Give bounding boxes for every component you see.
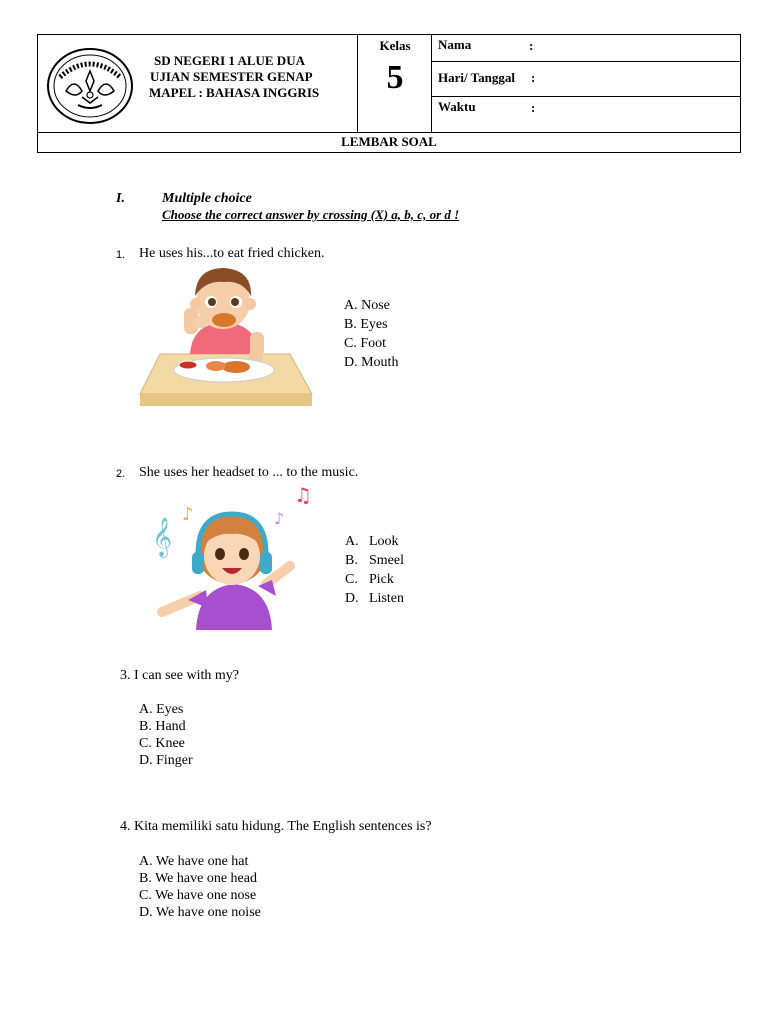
girl-listening-music-illustration: [148, 484, 320, 630]
svg-text:♫: ♫: [294, 484, 312, 507]
boy-eating-chicken-illustration: [138, 262, 314, 408]
question-3-option-d[interactable]: D. Finger: [139, 753, 193, 768]
nama-colon: :: [529, 38, 534, 53]
hari-colon: :: [531, 70, 536, 85]
question-2-option-d[interactable]: D. Listen: [345, 591, 404, 606]
question-3-option-a[interactable]: A. Eyes: [139, 702, 184, 717]
waktu-colon: :: [531, 100, 536, 115]
waktu-label: Waktu: [438, 99, 476, 114]
kelas-value: 5: [386, 59, 404, 96]
question-1-option-d[interactable]: D. Mouth: [344, 355, 399, 370]
nama-label: Nama: [438, 37, 472, 52]
question-3-options: [139, 701, 193, 769]
kelas-label: Kelas: [379, 38, 411, 53]
question-1-option-b[interactable]: B. Eyes: [344, 317, 388, 332]
question-2-option-b[interactable]: B. Smeel: [345, 553, 404, 568]
header-table: [37, 34, 741, 153]
question-2-option-c[interactable]: C. Pick: [345, 572, 394, 587]
question-1-number: 1.: [116, 249, 126, 261]
section-number: I.: [116, 191, 125, 206]
question-4-text: 4. Kita memiliki satu hidung. The English sentences is?: [120, 819, 432, 834]
question-2-number: 2.: [116, 468, 126, 480]
tut-wuri-handayani-logo: [46, 47, 134, 125]
question-4-options: [139, 853, 261, 921]
question-2-option-a[interactable]: A. Look: [345, 534, 399, 549]
question-1-option-a[interactable]: A. Nose: [344, 298, 390, 313]
svg-text:♪: ♪: [182, 504, 194, 525]
question-3-text: 3. I can see with my?: [120, 668, 239, 683]
question-1-option-c[interactable]: C. Foot: [344, 336, 387, 351]
divider: [38, 132, 741, 133]
school-info: [148, 53, 358, 101]
section-instruction: Choose the correct answer by crossing (X) a, b, c, or d !: [162, 207, 460, 222]
exam-name: UJIAN SEMESTER GENAP: [150, 69, 313, 84]
divider: [431, 96, 741, 97]
school-name: SD NEGERI 1 ALUE DUA: [154, 53, 305, 68]
question-3-option-c[interactable]: C. Knee: [139, 736, 185, 751]
svg-text:♪: ♪: [274, 509, 285, 528]
svg-text:𝄞: 𝄞: [152, 517, 173, 557]
question-1-text: He uses his...to eat fried chicken.: [139, 246, 325, 261]
lembar-soal-title: LEMBAR SOAL: [341, 134, 437, 149]
question-2-options: [345, 532, 404, 608]
question-4-option-b[interactable]: B. We have one head: [139, 871, 257, 886]
divider: [431, 61, 741, 62]
question-1-options: [344, 296, 398, 372]
hari-tanggal-label: Hari/ Tanggal: [438, 70, 515, 85]
section-title: Multiple choice: [162, 191, 252, 206]
subject-name: MAPEL : BAHASA INGGRIS: [149, 85, 320, 100]
question-3-option-b[interactable]: B. Hand: [139, 719, 186, 734]
question-2-text: She uses her headset to ... to the music.: [139, 465, 359, 480]
question-4-option-d[interactable]: D. We have one noise: [139, 905, 261, 920]
question-4-option-a[interactable]: A. We have one hat: [139, 854, 249, 869]
question-4-option-c[interactable]: C. We have one nose: [139, 888, 257, 903]
